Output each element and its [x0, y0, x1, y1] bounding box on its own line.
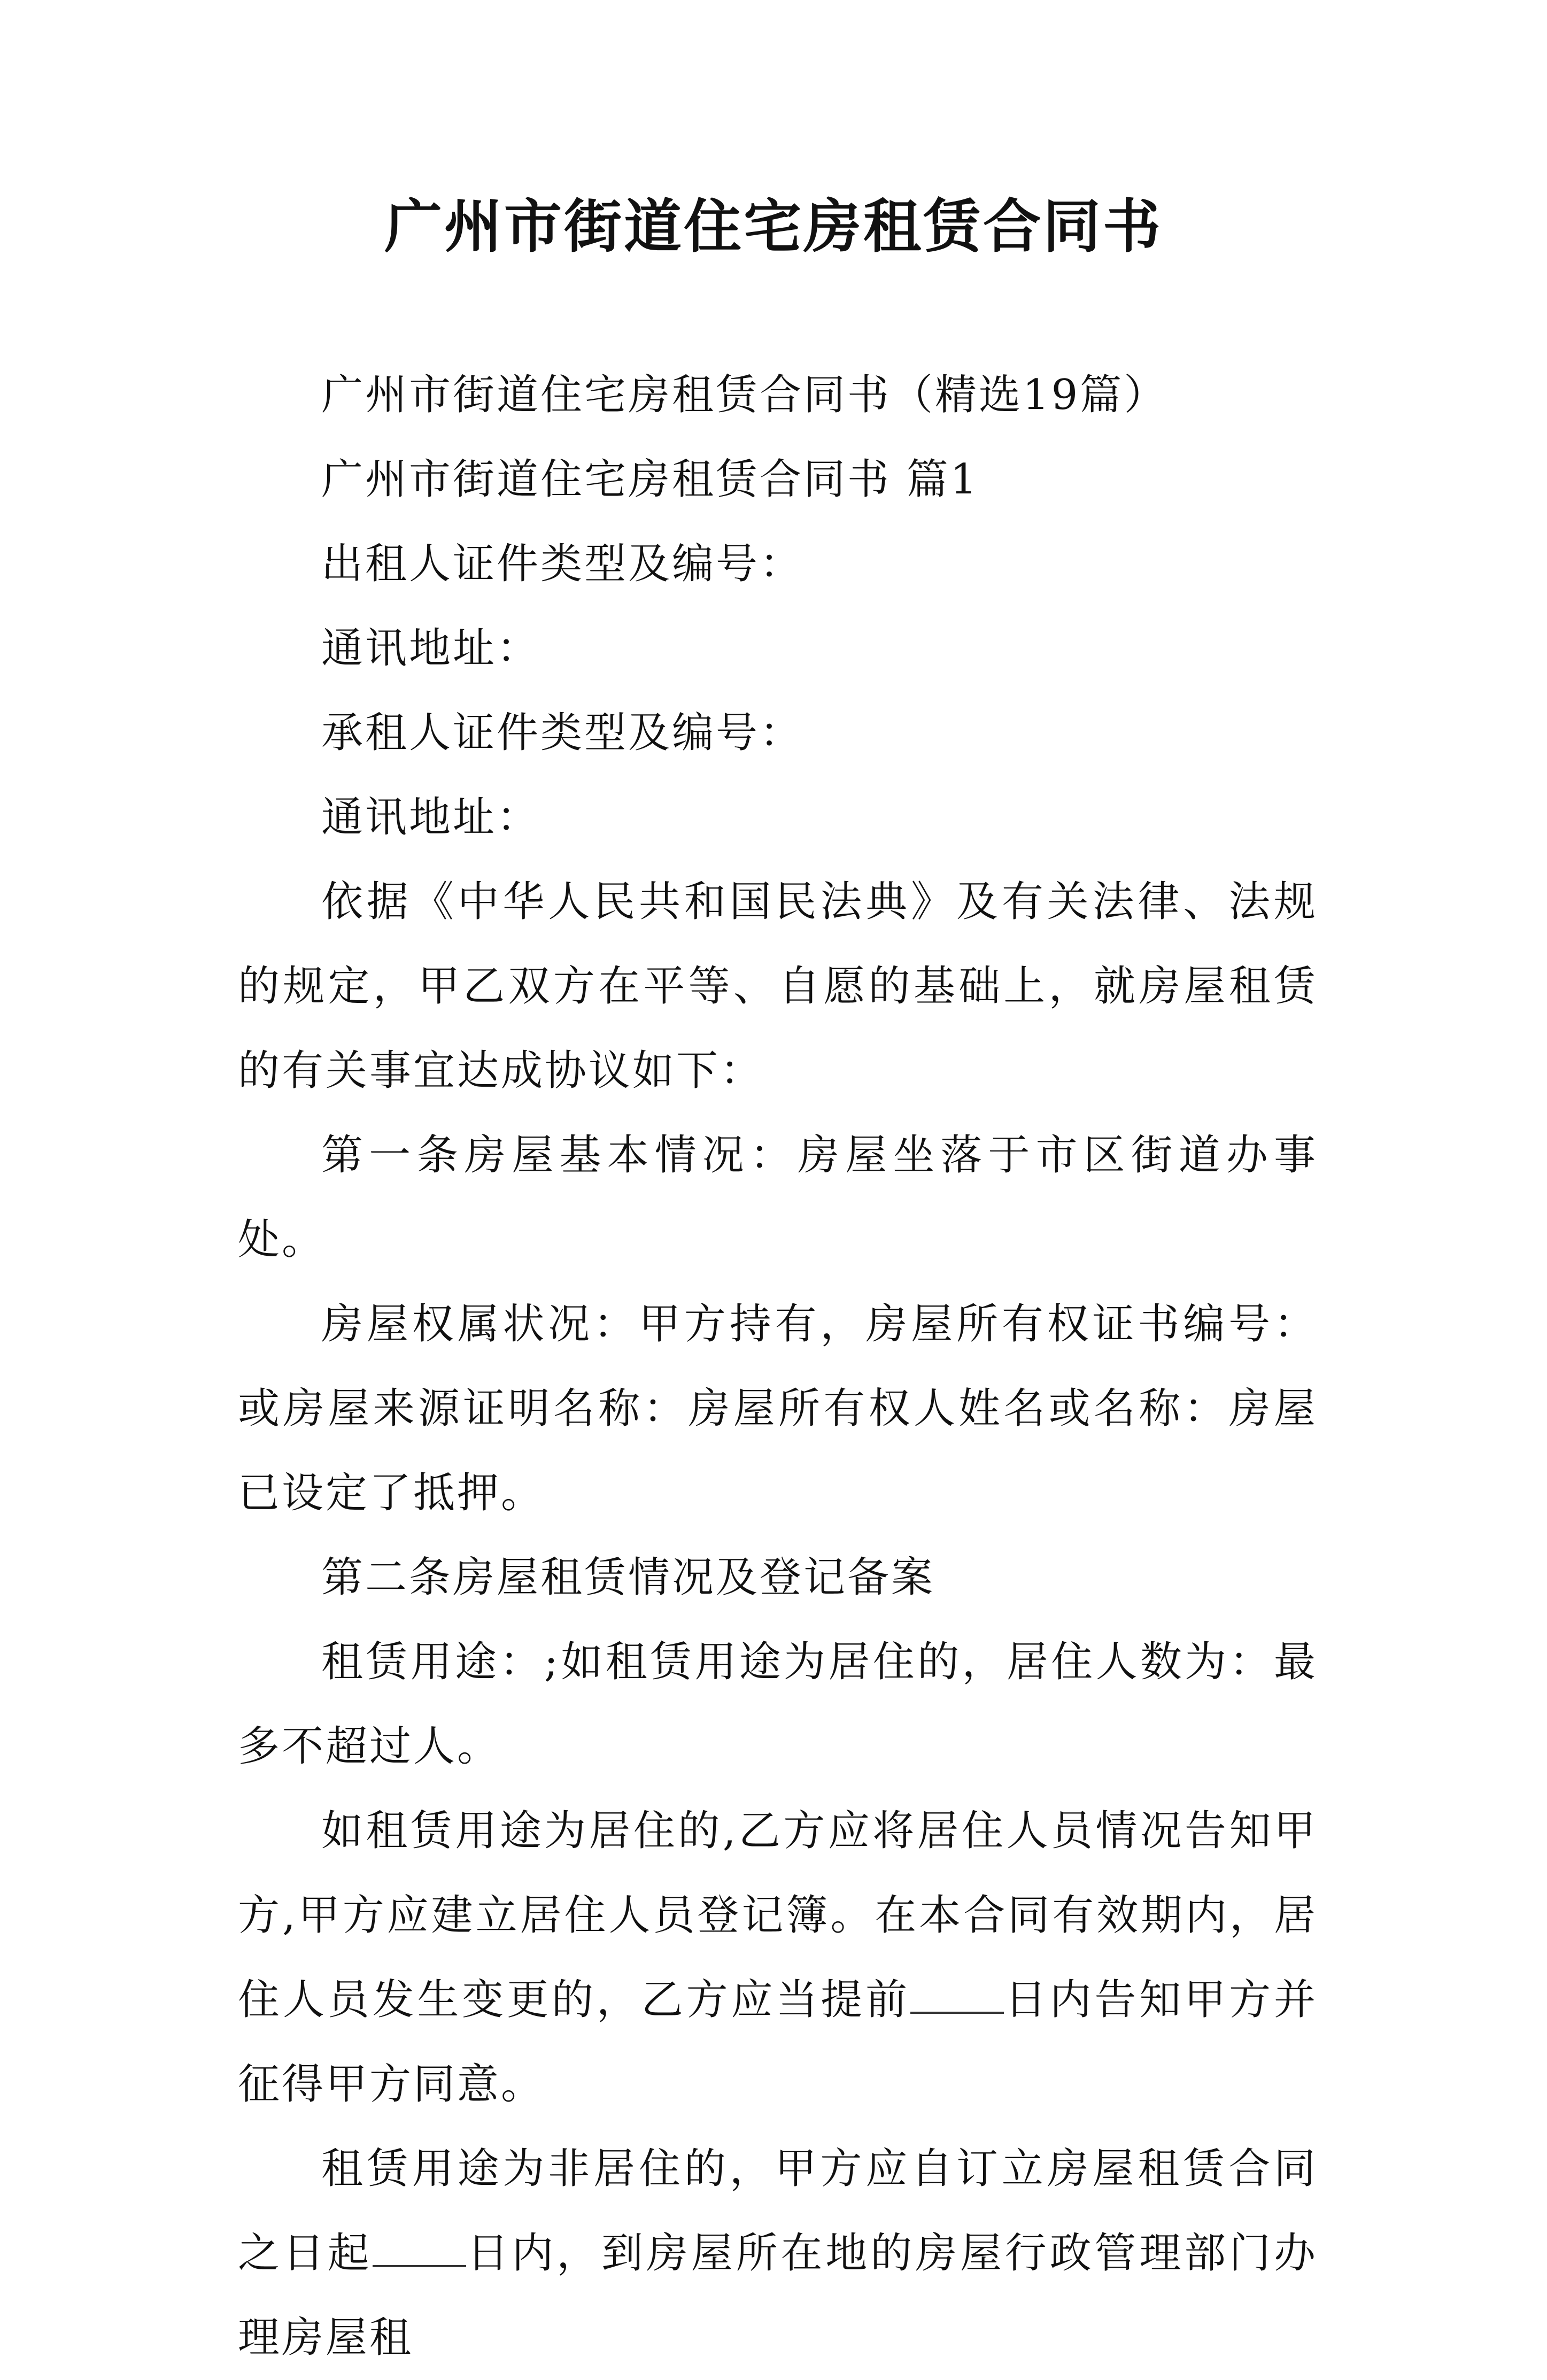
paragraph-legal-basis: 依据《中华人民共和国民法典》及有关法律、法规的规定，甲乙双方在平等、自愿的基础上，就房屋租赁的有关事宜达成协议如下： — [238, 878, 1318, 1095]
paragraph-subtitle: 广州市街道住宅房租赁合同书（精选19篇） — [321, 371, 1168, 419]
registration-text-before: 租赁用途为非居住的，甲方应自订立房屋租赁合同之日起 — [238, 2145, 1318, 2277]
paragraph-registration — [238, 2127, 1318, 2380]
paragraph-residents — [238, 1789, 1318, 2127]
paragraph-article-1: 第一条房屋基本情况：房屋坐落于市区街道办事处。 — [238, 1131, 1318, 1264]
document-body — [238, 353, 1318, 2380]
residents-text-before: 如租赁用途为居住的,乙方应将居住人员情况告知甲方,甲方应建立居住人员登记簿。在本合同有效期内，居住人员发生变更的，乙方应当提前 — [238, 1807, 1318, 2024]
paragraph-article-2: 第二条房屋租赁情况及登记备案 — [321, 1554, 935, 1602]
paragraph-section-heading: 广州市街道住宅房租赁合同书 篇1 — [321, 455, 979, 504]
registration-text-after: 日内，到房屋所在地的房屋行政管理部门办理房屋租 — [238, 2229, 1318, 2362]
residents-text-after: 日内告知甲方并征得甲方同意。 — [238, 1976, 1318, 2108]
paragraph-lessee-address: 通讯地址： — [321, 793, 541, 841]
fill-in-blank-days[interactable] — [910, 1974, 1004, 2014]
paragraph-lessee-id: 承租人证件类型及编号： — [321, 709, 804, 757]
fill-in-blank-registration-days[interactable] — [373, 2228, 466, 2267]
document-title: 广州市街道住宅房租赁合同书 — [384, 194, 1163, 260]
paragraph-lease-purpose: 租赁用途：;如租赁用途为居住的，居住人数为：最多不超过人。 — [238, 1638, 1318, 1771]
paragraph-lessor-address: 通讯地址： — [321, 624, 541, 673]
paragraph-lessor-id: 出租人证件类型及编号： — [321, 540, 804, 588]
paragraph-ownership: 房屋权属状况：甲方持有，房屋所有权证书编号：或房屋来源证明名称：房屋所有权人姓名或名称：房屋已设定了抵押。 — [238, 1300, 1318, 1517]
